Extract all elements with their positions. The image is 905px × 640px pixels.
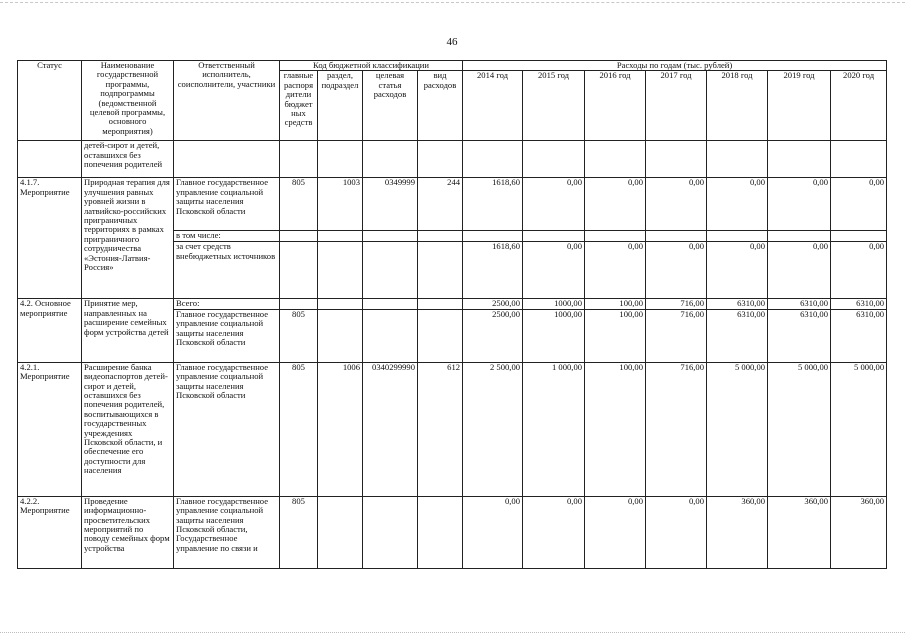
value-cell: 0,00 <box>707 242 768 299</box>
row-type: 612 <box>418 362 463 496</box>
value-cell: 100,00 <box>585 299 646 309</box>
value-cell: 0,00 <box>707 178 768 231</box>
value-cell: 0,00 <box>463 496 523 568</box>
value-cell: 6310,00 <box>768 309 831 362</box>
budget-table <box>17 60 887 569</box>
row-executor: Главное государственное управление социальной защиты населения Псковской области <box>174 178 280 231</box>
row-name: Проведение информационно-просветительских мероприятий по поводу семейных форм устройства <box>82 496 174 568</box>
row-name: Природная терапия для улучшения равных уровней жизни в латвийско-российских приграничных территориях в рамках приграничного сотрудничества «Эстония-Латвия-Россия» <box>82 178 174 299</box>
row-name: детей-сирот и детей, оставшихся без попечения родителей <box>82 141 174 178</box>
value-cell: 0,00 <box>831 242 887 299</box>
row-grbs: 805 <box>280 496 318 568</box>
row-grbs: 805 <box>280 178 318 231</box>
header-expenses: Расходы по годам (тыс. рублей) <box>463 61 887 71</box>
header-expense-type: вид расходов <box>418 71 463 141</box>
value-cell: 6310,00 <box>707 309 768 362</box>
value-cell: 2500,00 <box>463 299 523 309</box>
value-cell: 0,00 <box>523 496 585 568</box>
header-year: 2015 год <box>523 71 585 141</box>
row-executor: за счет средств внебюджетных источников <box>174 242 280 299</box>
value-cell: 0,00 <box>646 496 707 568</box>
scan-edge-bottom <box>0 632 905 633</box>
header-year: 2020 год <box>831 71 887 141</box>
row-status: 4.2.2. Мероприятие <box>18 496 82 568</box>
value-cell: 6310,00 <box>768 299 831 309</box>
table-row <box>18 299 887 309</box>
header-year: 2014 год <box>463 71 523 141</box>
value-cell: 0,00 <box>523 242 585 299</box>
row-executor: Главное государственное управление социальной защиты населения Псковской области <box>174 362 280 496</box>
row-total-label: Всего: <box>174 299 280 309</box>
value-cell: 1618,60 <box>463 242 523 299</box>
scan-edge-top <box>0 2 905 3</box>
value-cell: 0,00 <box>768 242 831 299</box>
row-section: 1006 <box>318 362 363 496</box>
table-row <box>18 141 887 178</box>
value-cell: 0,00 <box>523 178 585 231</box>
row-article: 0340299990 <box>363 362 418 496</box>
value-cell: 0,00 <box>646 242 707 299</box>
header-target-article: целевая статья расходов <box>363 71 418 141</box>
value-cell: 0,00 <box>585 242 646 299</box>
value-cell: 6310,00 <box>831 299 887 309</box>
row-executor: Главное государственное управление социальной защиты населения Псковской области <box>174 309 280 362</box>
row-status: 4.1.7. Мероприятие <box>18 178 82 299</box>
value-cell: 0,00 <box>585 178 646 231</box>
value-cell: 2500,00 <box>463 309 523 362</box>
header-name: Наименование государственной программы, подпрограммы (ведомственной целевой программы, основного мероприятия) <box>82 61 174 141</box>
value-cell: 1000,00 <box>523 309 585 362</box>
table-row <box>18 496 887 568</box>
header-year: 2018 год <box>707 71 768 141</box>
header-year: 2017 год <box>646 71 707 141</box>
header-executor: Ответственный исполнитель, соисполнители, участники <box>174 61 280 141</box>
table-row <box>18 178 887 231</box>
row-type: 244 <box>418 178 463 231</box>
value-cell: 0,00 <box>646 178 707 231</box>
value-cell: 360,00 <box>768 496 831 568</box>
value-cell: 0,00 <box>585 496 646 568</box>
value-cell: 100,00 <box>585 362 646 496</box>
header-year: 2019 год <box>768 71 831 141</box>
value-cell: 6310,00 <box>831 309 887 362</box>
value-cell: 2 500,00 <box>463 362 523 496</box>
value-cell: 6310,00 <box>707 299 768 309</box>
value-cell: 1000,00 <box>523 299 585 309</box>
row-name: Расширение банка видеопаспортов детей-сирот и детей, оставшихся без попечения родителей, воспитывающихся в государственных учреждениях Псковской области, и обеспечение его доступности для населения <box>82 362 174 496</box>
row-name: Принятие мер, направленных на расширение семейных форм устройства детей <box>82 299 174 362</box>
value-cell: 360,00 <box>831 496 887 568</box>
value-cell: 716,00 <box>646 299 707 309</box>
row-section: 1003 <box>318 178 363 231</box>
header-row-1 <box>18 61 887 71</box>
header-section: раздел, подраздел <box>318 71 363 141</box>
row-executor: Главное государственное управление социальной защиты населения Псковской области, Государственное управление по связи и <box>174 496 280 568</box>
value-cell: 5 000,00 <box>707 362 768 496</box>
value-cell: 5 000,00 <box>768 362 831 496</box>
header-status: Статус <box>18 61 82 141</box>
value-cell: 716,00 <box>646 309 707 362</box>
value-cell: 1 000,00 <box>523 362 585 496</box>
row-grbs: 805 <box>280 362 318 496</box>
header-year: 2016 год <box>585 71 646 141</box>
row-executor: в том числе: <box>174 231 280 242</box>
row-status: 4.2. Основное мероприятие <box>18 299 82 362</box>
value-cell: 0,00 <box>768 178 831 231</box>
value-cell: 1618,60 <box>463 178 523 231</box>
value-cell: 100,00 <box>585 309 646 362</box>
value-cell: 716,00 <box>646 362 707 496</box>
table-row <box>18 362 887 496</box>
header-budget-code: Код бюджетной классификации <box>280 61 463 71</box>
page-number: 46 <box>446 36 458 48</box>
value-cell: 5 000,00 <box>831 362 887 496</box>
row-grbs: 805 <box>280 309 318 362</box>
row-article: 0349999 <box>363 178 418 231</box>
value-cell: 0,00 <box>831 178 887 231</box>
header-main-manager: главные распоря дители бюджет ных средств <box>280 71 318 141</box>
row-status: 4.2.1. Мероприятие <box>18 362 82 496</box>
value-cell: 360,00 <box>707 496 768 568</box>
